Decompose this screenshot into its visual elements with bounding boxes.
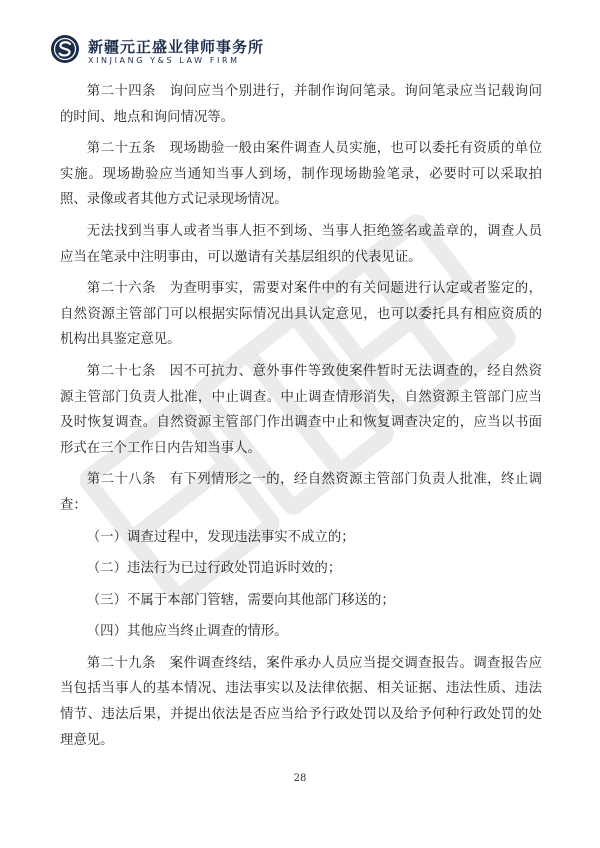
- list-item: （三）不属于本部门管辖，需要向其他部门移送的；: [86, 592, 395, 608]
- article-28-paragraph: 第二十八条 有下列情形之一的，经自然资源主管部门负责人批准，终止调查：: [60, 472, 542, 513]
- article-29-paragraph: 第二十九条 案件调查终结，案件承办人员应当提交调查报告。调查报告应当包括当事人的基本情况、违法事实以及法律依据、相关证据、违法性质、违法情节、违法后果，并提出依法是否应当给予行政处罚以及给予何种行政处罚的处理意见。: [60, 655, 542, 748]
- firm-name-cn: 新疆元正盛业律师事务所: [88, 38, 265, 56]
- article-25-paragraph: 第二十五条 现场勘验一般由案件调查人员实施，也可以委托有资质的单位实施。现场勘验应当通知当事人到场，制作现场勘验笔录，必要时可以采取拍照、录像或者其他方式记录现场情况。: [60, 141, 542, 208]
- document-body: [60, 79, 542, 759]
- article-25-supplement-paragraph: 无法找到当事人或者当事人拒不到场、当事人拒绝签名或盖章的，调查人员应当在笔录中注明事由，可以邀请有关基层组织的代表见证。: [60, 223, 542, 265]
- page-number: 28: [293, 773, 307, 784]
- firm-name-en: XINJIANG Y&S LAW FIRM: [88, 56, 240, 65]
- article-27-paragraph: 第二十七条 因不可抗力、意外事件等致使案件暂时无法调查的，经自然资源主管部门负责人批准，中止调查。中止调查情形消失，自然资源主管部门应当及时恢复调查。自然资源主管部门作出调查中止和恢复调查决定的，应当以书面形式在三个工作日内告知当事人。: [60, 363, 542, 456]
- article-26-paragraph: 第二十六条 为查明事实，需要对案件中的有关问题进行认定或者鉴定的，自然资源主管部门可以根据实际情况出具认定意见，也可以委托具有相应资质的机构出具鉴定意见。: [60, 281, 542, 348]
- firm-logo-icon: [50, 34, 80, 64]
- page-header: [50, 34, 300, 70]
- list-item: （二）违法行为已过行政处罚追诉时效的；: [86, 561, 342, 577]
- list-item: （四）其他应当终止调查的情形。: [86, 624, 288, 640]
- article-24-paragraph: 第二十四条 询问应当个别进行，并制作询问笔录。询问笔录应当记载询问的时间、地点和询问情况等。: [60, 84, 542, 125]
- list-item: （一）调查过程中，发现违法事实不成立的；: [86, 529, 355, 545]
